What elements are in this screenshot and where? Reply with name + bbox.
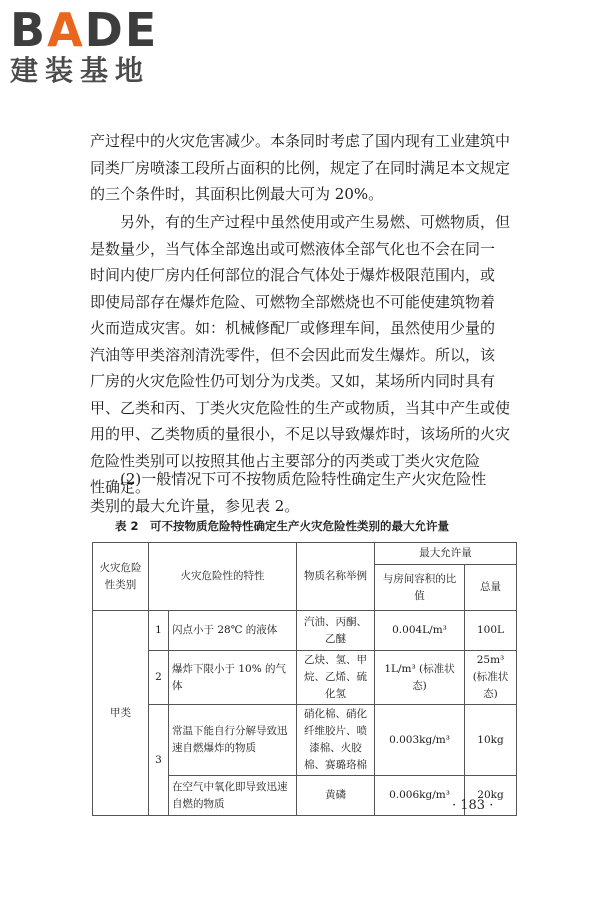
characteristic-cell: 闪点小于 28℃ 的液体 xyxy=(169,611,297,651)
logo-wordmark: BADE xyxy=(10,3,159,57)
table-row xyxy=(93,705,517,776)
examples-cell: 乙炔、氢、甲烷、乙烯、硫化氢 xyxy=(297,651,375,705)
text-line: 火而造成灾害。如：机械修配厂或修理车间，虽然使用少量的 xyxy=(90,319,496,337)
paragraph-3 xyxy=(90,466,522,519)
text-line: 甲、乙类和丙、丁类火灾危险性的生产或物质，当其中产生或使 xyxy=(90,398,511,417)
page-number: · 183 · xyxy=(452,798,494,813)
total-cell: 20kg xyxy=(465,776,517,816)
text-line: 性确定。 xyxy=(90,478,151,496)
characteristic-cell: 在空气中氧化即导致迅速自燃的物质 xyxy=(169,776,297,816)
row-number: 1 xyxy=(149,611,169,651)
ratio-cell: 0.004L/m³ xyxy=(375,611,465,651)
text-line: 另外，有的生产过程中虽然使用或产生易燃、可燃物质，但 xyxy=(120,213,511,231)
examples-cell: 汽油、丙酮、乙醚 xyxy=(297,611,375,651)
examples-cell: 硝化棉、硝化纤维胶片、喷漆棉、火胶棉、赛璐珞棉 xyxy=(297,705,375,776)
paragraph-1 xyxy=(90,128,522,208)
category-cell: 甲类 xyxy=(93,611,149,816)
table-caption: 表 2 可不按物质危险特性确定生产火灾危险性类别的最大允许量 xyxy=(115,519,450,533)
ratio-cell: 0.003kg/m³ xyxy=(375,705,465,776)
text-line: 厂房的火灾危险性仍可划分为戊类。又如，某场所内同时具有 xyxy=(90,372,496,390)
header-examples: 物质名称举例 xyxy=(297,543,375,611)
header-total: 总量 xyxy=(465,565,517,611)
bade-logo xyxy=(10,3,180,92)
logo-subtitle: 建装基地 xyxy=(10,54,151,87)
header-category: 火灾危险性类别 xyxy=(93,543,149,611)
ratio-cell: 0.006kg/m³ xyxy=(375,776,465,816)
paragraph-2 xyxy=(90,209,522,501)
text-line: 危险性类别可以按照其他占主要部分的丙类或丁类火灾危险 xyxy=(90,451,481,470)
table-header-row xyxy=(93,543,517,565)
max-allowed-table xyxy=(92,542,517,816)
text-line: 类别的最大允许量，参见表 2。 xyxy=(90,496,300,515)
total-cell: 10kg xyxy=(465,705,517,776)
header-characteristic: 火灾危险性的特性 xyxy=(149,543,297,611)
text-line: (2)一般情况下可不按物质危险特性确定生产火灾危险性 xyxy=(120,470,487,488)
row-number: 2 xyxy=(149,651,169,705)
row-number: 3 xyxy=(149,705,169,816)
text-line: 汽油等甲类溶剂清洗零件，但不会因此而发生爆炸。所以，该 xyxy=(90,345,496,364)
header-max-allowed: 最大允许量 xyxy=(375,543,517,565)
characteristic-cell: 常温下能自行分解导致迅速自燃爆炸的物质 xyxy=(169,705,297,776)
text-line: 用的甲、乙类物质的量很小，不足以导致爆炸时，该场所的火灾 xyxy=(90,425,511,443)
text-line: 是数量少，当气体全部逸出或可燃液体全部气化也不会在同一 xyxy=(90,239,496,258)
total-cell: 100L xyxy=(465,611,517,651)
examples-cell: 黄磷 xyxy=(297,776,375,816)
text-line: 时间内使厂房内任何部位的混合气体处于爆炸极限范围内，或 xyxy=(90,266,496,284)
text-line: 产过程中的火灾危害减少。本条同时考虑了国内现有工业建筑中 xyxy=(90,132,511,150)
text-line: 同类厂房喷漆工段所占面积的比例，规定了在同时满足本文规定 xyxy=(90,158,511,177)
total-cell: 25m³ (标准状态) xyxy=(465,651,517,705)
ratio-cell: 1L/m³ (标准状态) xyxy=(375,651,465,705)
text-line: 即使局部存在爆炸危险、可燃物全部燃烧也不可能使建筑物着 xyxy=(90,292,496,311)
text-line: 的三个条件时，其面积比例最大可为 20%。 xyxy=(90,185,384,203)
table-row xyxy=(93,651,517,705)
table-row xyxy=(93,611,517,651)
characteristic-cell: 爆炸下限小于 10% 的气体 xyxy=(169,651,297,705)
header-ratio: 与房间容积的比值 xyxy=(375,565,465,611)
